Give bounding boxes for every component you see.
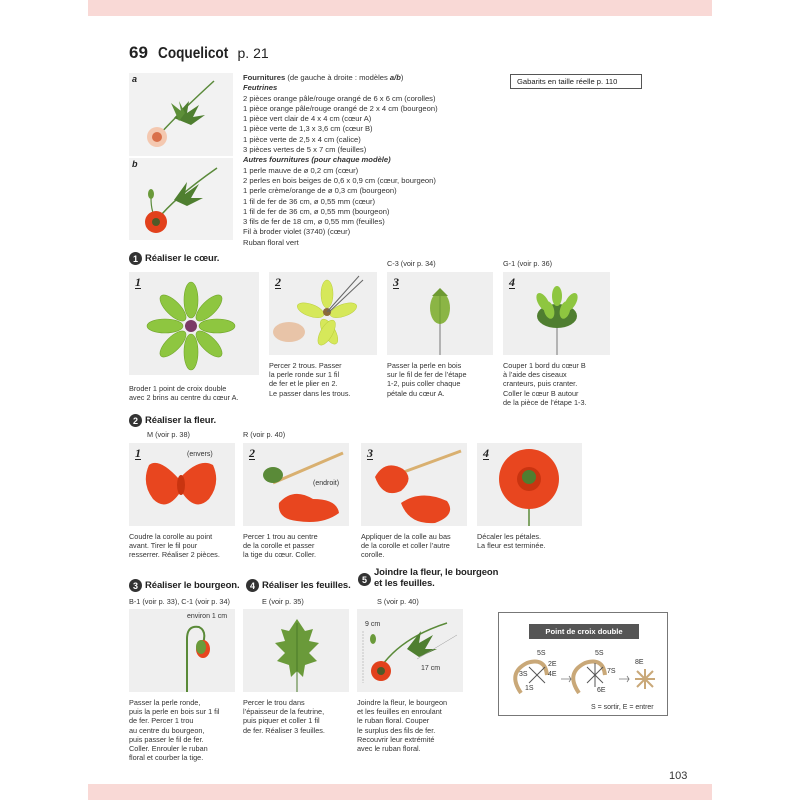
page-title — [129, 43, 269, 63]
materials-item: 1 pièce verte de 2,5 x 4 cm (calice) — [243, 134, 361, 144]
felt-heart-wire-illustration — [269, 272, 377, 355]
section-3-heading — [129, 579, 240, 592]
section-1-ref-c3: C-3 (voir p. 34) — [387, 259, 436, 268]
step-3-text: Passer la perle ronde, puis la perle en bois sur 1 fil de fer. Percer 1 trou au centre du bourgeon, puis passer le fil de fer. Coller. Enrouler le ruban floral et courber la tige. — [129, 698, 220, 763]
materials-item: 1 pièce verte de 1,3 x 3,6 cm (cœur B) — [243, 124, 373, 134]
step-1-2-text: Percer 2 trous. Passer la perle ronde sur 1 fil de fer et le plier en 2. Le passer dans les trous. — [269, 361, 351, 398]
materials-item: 3 fils de fer de 18 cm, ø 0,55 mm (feuilles) — [243, 217, 385, 227]
step-number: 3 — [367, 446, 373, 460]
step-2-3-photo — [361, 443, 467, 526]
materials-item: Fil à broder violet (3740) (cœur) — [243, 227, 351, 237]
section-5-heading — [358, 567, 498, 589]
step-2-2-text: Percer 1 trou au centre de la corolle et passer la tige du cœur. Coller. — [243, 532, 318, 560]
closed-heart-illustration — [387, 272, 493, 355]
photo-label-b: b — [132, 159, 138, 169]
materials-item: Ruban floral vert — [243, 237, 299, 247]
stitch-label: 7S — [607, 668, 616, 675]
heart-with-fringe-illustration — [503, 272, 610, 355]
stitch-label: 1S — [525, 685, 534, 692]
annotation-endroit: (endroit) — [313, 480, 340, 487]
materials-item: 1 pièce vert clair de 4 x 4 cm (cœur A) — [243, 114, 372, 124]
photo-label-a: a — [132, 74, 138, 84]
step-5-text: Joindre la fleur, le bourgeon et les feuilles en enroulant le ruban floral. Couper le surplus des fils de fer. Recouvrir leur extrémité avec le ruban floral. — [357, 698, 448, 754]
section-1-ref-g1: G-1 (voir p. 36) — [503, 259, 553, 268]
bud-illustration — [129, 609, 235, 692]
stitch-label: 6E — [597, 687, 606, 694]
step-number: 1 — [135, 446, 141, 460]
section-5-title-line: Joindre la fleur, le bourgeon — [374, 567, 499, 578]
section-1-number: 1 — [129, 252, 142, 265]
section-5-number: 5 — [358, 573, 371, 586]
materials-item: 1 perle mauve de ø 0,2 cm (cœur) — [243, 165, 359, 175]
stitch-label: 4E — [548, 671, 557, 678]
gabarits-box: Gabarits en taille réelle p. 110 — [510, 74, 642, 89]
materials-item: 1 pièce orange pâle/rouge orangé de 2 x 4 cm (bourgeon) — [243, 103, 438, 113]
step-number: 3 — [393, 275, 399, 289]
glued-corollas-illustration — [361, 443, 467, 526]
section-3-ref: B-1 (voir p. 33), C-1 (voir p. 34) — [129, 597, 230, 606]
section-3-number: 3 — [129, 579, 142, 592]
step-2-4-photo — [477, 443, 582, 526]
section-2-heading — [129, 414, 216, 427]
corolla-with-stem-illustration — [243, 443, 349, 526]
section-2-number: 2 — [129, 414, 142, 427]
materials-item: 2 pièces orange pâle/rouge orangé de 6 x 6 cm (corolles) — [243, 93, 436, 103]
pattern-number: 69 — [129, 43, 148, 62]
section-5-ref: S (voir p. 40) — [377, 597, 419, 606]
top-band — [88, 0, 712, 16]
stitch-label: 3S — [519, 671, 528, 678]
materials-list — [243, 73, 438, 248]
point-croix-diagram — [498, 612, 668, 716]
step-number: 1 — [135, 275, 141, 289]
step-number: 2 — [249, 446, 255, 460]
step-1-4-text: Couper 1 bord du cœur B à l’aide des ciseaux cranteurs, puis cranter. Coller le cœur B autour de la pièce de l’étape 1-3. — [503, 361, 587, 407]
section-1-heading — [129, 252, 219, 265]
step-1-3-photo — [387, 272, 493, 355]
photo-model-a — [129, 73, 233, 156]
step-2-1-text: Coudre la corolle au point avant. Tirer le fil pour resserrer. Réaliser 2 pièces. — [129, 532, 220, 560]
section-2-ref-r: R (voir p. 40) — [243, 430, 286, 439]
stitch-label: 2E — [548, 661, 557, 668]
bottom-band — [88, 784, 712, 800]
pattern-name: Coquelicot — [158, 45, 229, 62]
materials-item: 1 fil de fer de 36 cm, ø 0,55 mm (cœur) — [243, 196, 376, 206]
gathered-corolla-illustration — [129, 443, 235, 526]
section-2-ref-m: M (voir p. 38) — [147, 430, 190, 439]
section-4-number: 4 — [246, 579, 259, 592]
step-4-photo — [243, 609, 349, 692]
stitch-label: 8E — [635, 659, 644, 666]
step-2-3-text: Appliquer de la colle au bas de la corolle et coller l’autre corolle. — [361, 532, 451, 560]
poppy-bud-illustration — [129, 73, 233, 156]
autres-title: Autres fournitures (pour chaque modèle) — [243, 155, 391, 165]
step-1-1-text: Broder 1 point de croix double avec 2 brins au centre du cœur A. — [129, 384, 239, 403]
section-1-title: Réaliser le cœur. — [145, 253, 220, 264]
step-number: 4 — [483, 446, 489, 460]
annotation-envers: (envers) — [187, 451, 213, 458]
step-2-1-photo — [129, 443, 235, 526]
step-5-photo — [357, 609, 463, 692]
step-1-4-photo — [503, 272, 610, 355]
annotation-9cm: 9 cm — [365, 621, 381, 628]
step-1-3-text: Passer la perle en bois sur le fil de fer de l’étape 1-2, puis coller chaque pétale du cœur A. — [387, 361, 467, 398]
step-4-text: Percer le trou dans l’épaisseur de la feutrine, puis piquer et coller 1 fil de fer. Réaliser 3 feuilles. — [243, 698, 325, 735]
materials-heading: Fournitures (de gauche à droite : modèles a/b) — [243, 73, 404, 82]
assembled-poppy-illustration — [357, 609, 463, 692]
section-3-title: Réaliser le bourgeon. — [145, 580, 240, 591]
stitch-label: 5S — [537, 650, 546, 657]
materials-item: 3 pièces vertes de 5 x 7 cm (feuilles) — [243, 145, 367, 155]
materials-item: 1 fil de fer de 36 cm, ø 0,55 mm (bourgeon) — [243, 206, 390, 216]
annotation-17cm: 17 cm — [421, 665, 441, 672]
step-2-2-photo — [243, 443, 349, 526]
feutrines-title: Feutrines — [243, 83, 278, 93]
point-croix-title: Point de croix double — [529, 624, 639, 639]
page-number: 103 — [669, 770, 688, 782]
poppy-flower-illustration — [129, 158, 233, 240]
stitch-legend: S = sortir, E = entrer — [591, 704, 654, 711]
materials-item: 2 perles en bois beiges de 0,6 x 0,9 cm (cœur, bourgeon) — [243, 175, 436, 185]
pattern-page-ref: p. 21 — [237, 45, 269, 61]
step-2-4-text: Décaler les pétales. La fleur est terminée. — [477, 532, 546, 551]
section-5-title-line: et les feuilles. — [374, 578, 435, 589]
photo-model-b — [129, 158, 233, 240]
materials-item: 1 perle crème/orange de ø 0,3 cm (bourgeon) — [243, 186, 397, 196]
section-4-ref: E (voir p. 35) — [262, 597, 304, 606]
felt-heart-illustration — [129, 272, 259, 375]
step-1-2-photo — [269, 272, 377, 355]
step-number: 2 — [275, 275, 281, 289]
step-1-1-photo — [129, 272, 259, 375]
section-4-heading — [246, 579, 351, 592]
annotation-environ-1cm: environ 1 cm — [187, 613, 228, 620]
step-3-photo — [129, 609, 235, 692]
leaf-illustration — [243, 609, 349, 692]
section-2-title: Réaliser la fleur. — [145, 415, 217, 426]
stitch-label: 5S — [595, 650, 604, 657]
step-number: 4 — [509, 275, 515, 289]
section-4-title: Réaliser les feuilles. — [262, 580, 351, 591]
finished-poppy-illustration — [477, 443, 582, 526]
